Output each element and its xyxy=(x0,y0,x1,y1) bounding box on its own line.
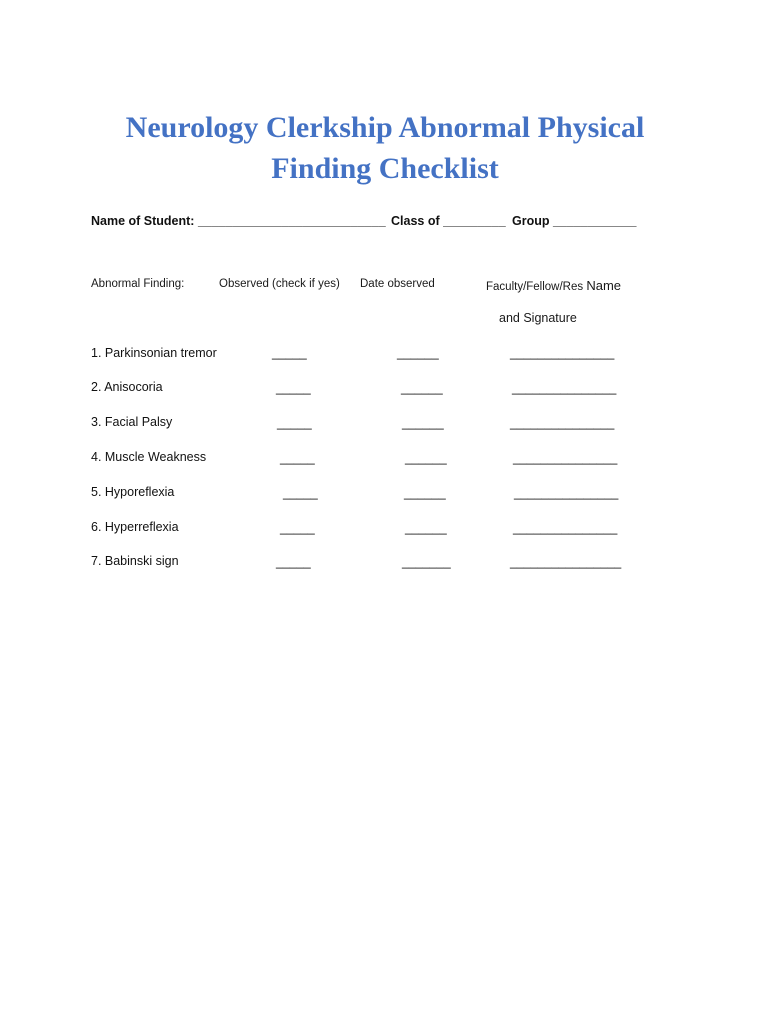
observed-blank: _____ xyxy=(280,451,315,465)
finding-label: 5. Hyporeflexia xyxy=(91,485,175,499)
date-blank: ______ xyxy=(397,346,439,360)
date-blank: ______ xyxy=(402,416,444,430)
student-name-field: Name of Student: ___________________________ xyxy=(91,214,386,228)
column-header-date: Date observed xyxy=(360,278,435,290)
signature-blank: _______________ xyxy=(512,381,617,395)
observed-blank: _____ xyxy=(277,416,312,430)
column-header-faculty-prefix: Faculty/Fellow/Res xyxy=(486,281,587,293)
signature-blank: _______________ xyxy=(514,486,619,500)
date-blank: ______ xyxy=(405,521,447,535)
page-title-line-2: Finding Checklist xyxy=(271,152,499,185)
column-header-observed: Observed (check if yes) xyxy=(219,278,340,290)
observed-blank: _____ xyxy=(276,555,311,569)
group-field: Group ____________ xyxy=(512,214,637,228)
column-header-signature: and Signature xyxy=(499,311,577,325)
signature-blank: _______________ xyxy=(510,416,615,430)
observed-blank: _____ xyxy=(280,521,315,535)
date-blank: ______ xyxy=(405,451,447,465)
observed-blank: _____ xyxy=(272,346,307,360)
finding-label: 3. Facial Palsy xyxy=(91,415,173,429)
observed-blank: _____ xyxy=(283,486,318,500)
finding-label: 1. Parkinsonian tremor xyxy=(91,346,217,360)
page-title-line-1: Neurology Clerkship Abnormal Physical xyxy=(125,111,645,144)
column-header-faculty-name: Name xyxy=(586,278,622,293)
date-blank: ______ xyxy=(401,381,443,395)
signature-blank: ________________ xyxy=(510,555,622,569)
date-blank: ______ xyxy=(404,486,446,500)
finding-label: 4. Muscle Weakness xyxy=(91,450,207,464)
column-header-faculty xyxy=(486,278,621,293)
finding-label: 2. Anisocoria xyxy=(91,380,163,394)
finding-label: 6. Hyperreflexia xyxy=(91,520,179,534)
finding-label: 7. Babinski sign xyxy=(91,554,179,568)
class-of-field: Class of _________ xyxy=(391,214,506,228)
observed-blank: _____ xyxy=(276,381,311,395)
column-header-finding: Abnormal Finding: xyxy=(91,278,185,290)
date-blank: _______ xyxy=(402,555,451,569)
signature-blank: _______________ xyxy=(513,521,618,535)
signature-blank: _______________ xyxy=(510,346,615,360)
signature-blank: _______________ xyxy=(513,451,618,465)
